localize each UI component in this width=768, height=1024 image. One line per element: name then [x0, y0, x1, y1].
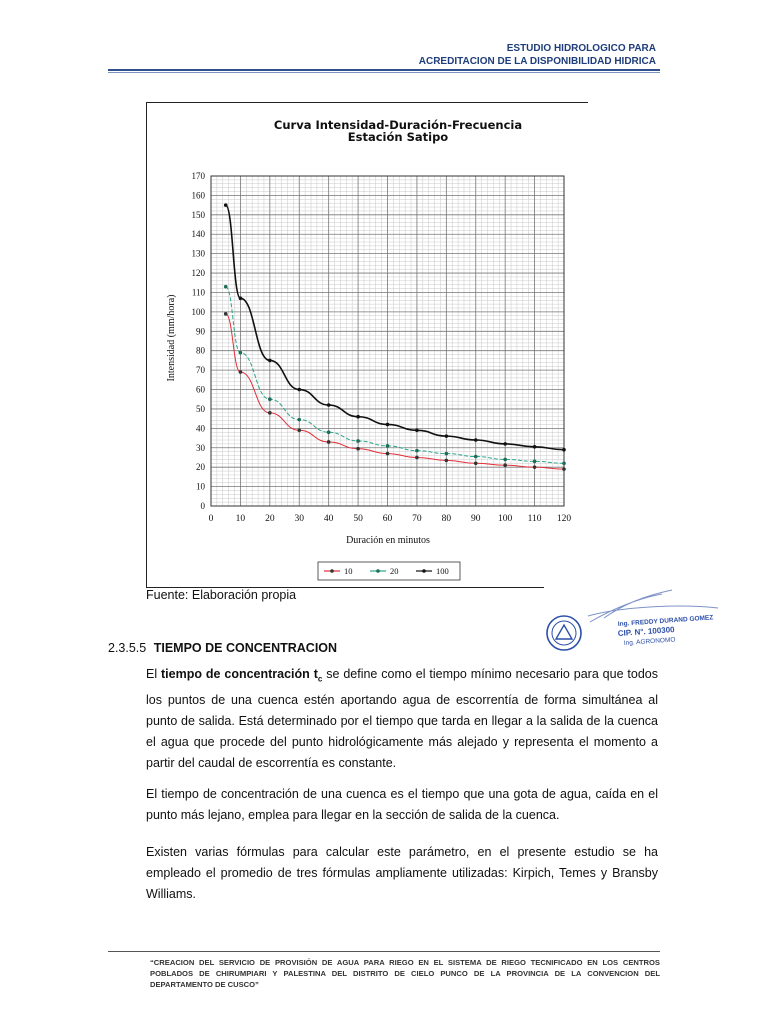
data-point-100 [474, 438, 478, 442]
y-tick-label: 50 [196, 403, 205, 414]
paragraph-2: El tiempo de concentración de una cuenca es el tiempo que una gota de agua, caída en el punto más lejano, emplea para llegar en la sección de salida de la cuenca. [146, 787, 658, 822]
x-tick-label: 60 [382, 514, 393, 524]
data-point-100 [445, 434, 449, 438]
document-header [419, 42, 656, 68]
data-point-10 [415, 456, 419, 460]
series-line-20 [226, 287, 564, 464]
y-tick-label: 90 [196, 326, 205, 337]
data-point-20 [533, 460, 537, 464]
y-tick-label: 40 [196, 423, 205, 434]
data-point-20 [356, 439, 360, 443]
chart-title: Curva Intensidad-Duración-Frecuencia [273, 118, 523, 132]
figure-source: Fuente: Elaboración propia [146, 588, 297, 602]
data-point-20 [268, 397, 272, 401]
y-axis-label: Intensidad (mm/hora) [166, 294, 177, 382]
idf-chart [146, 102, 588, 588]
series-10 [224, 312, 566, 471]
data-point-100 [224, 203, 228, 207]
engineer-stamp [544, 588, 720, 654]
p1-term-sub: c [317, 674, 323, 684]
y-tick-label: 150 [191, 209, 205, 220]
data-point-20 [503, 458, 507, 462]
y-tick-label: 30 [196, 442, 205, 453]
stamp-name: Ing. FREDDY DURAND GOMEZ [617, 614, 714, 628]
data-point-20 [239, 351, 243, 355]
p1-intro: El [146, 667, 162, 681]
legend-marker-100 [422, 569, 426, 573]
data-point-20 [474, 455, 478, 459]
data-point-100 [562, 448, 566, 452]
x-tick-label: 80 [441, 514, 452, 524]
data-point-100 [297, 388, 301, 392]
data-point-100 [386, 423, 390, 427]
data-point-20 [386, 444, 390, 448]
x-tick-label: 110 [527, 514, 542, 524]
series-line-10 [226, 314, 564, 469]
data-point-10 [503, 463, 507, 467]
y-tick-label: 110 [191, 287, 205, 298]
y-tick-label: 130 [191, 248, 205, 259]
data-point-10 [297, 428, 301, 432]
data-point-10 [533, 465, 537, 469]
legend-label-20: 20 [390, 566, 399, 576]
section-title: TIEMPO DE CONCENTRACION [153, 641, 338, 655]
y-tick-label: 120 [191, 268, 205, 279]
paragraph-1 [146, 664, 658, 774]
x-tick-label: 20 [265, 514, 275, 524]
data-point-10 [224, 312, 228, 316]
x-tick-label: 50 [353, 514, 363, 524]
header-line-2: ACREDITACION DE LA DISPONIBILIDAD HIDRICA [418, 56, 656, 67]
x-tick-label: 120 [556, 514, 572, 524]
x-tick-label: 90 [471, 514, 481, 524]
x-tick-label: 0 [208, 514, 214, 524]
x-tick-label: 100 [498, 514, 513, 524]
x-tick-label: 30 [294, 514, 304, 524]
data-point-10 [474, 461, 478, 465]
data-point-10 [327, 440, 331, 444]
data-point-20 [415, 449, 419, 453]
data-point-100 [268, 359, 272, 363]
data-point-20 [445, 452, 449, 456]
stamp-title: Ing. AGRONOMO [623, 636, 676, 647]
data-point-10 [562, 467, 566, 471]
document-footer: “CREACION DEL SERVICIO DE PROVISIÓN DE AGUA PARA RIEGO EN EL SISTEMA DE RIEGO TECNIFICADO EN LOS CENTROS POBLADOS DE CHIRUMPIARI Y PALESTINA DEL DISTRITO DE CIELO PUNCO DE LA PROVINCIA DE LA CONVENCION DEL DEPARTAMENTO DE CUSCO” [150, 958, 660, 989]
data-point-10 [386, 452, 390, 456]
y-tick-label: 170 [191, 171, 205, 181]
legend-label-100: 100 [436, 566, 449, 576]
y-tick-label: 100 [191, 306, 205, 317]
x-tick-label: 10 [235, 514, 246, 524]
series-group [224, 203, 566, 471]
y-tick-label: 80 [196, 345, 205, 356]
section-heading [108, 641, 337, 655]
p1-term [161, 667, 323, 684]
data-point-20 [327, 430, 331, 434]
paragraph-3: Existen varias fórmulas para calcular este parámetro, en el presente estudio se ha empleado el promedio de tres fórmulas ampliamente utilizadas: Kirpich, Temes y Bransby Williams. [146, 845, 658, 901]
legend-marker-10 [330, 569, 334, 573]
x-tick-label: 70 [412, 514, 422, 524]
data-point-100 [239, 296, 243, 300]
chart-subtitle: Estación Satipo [347, 130, 449, 144]
y-tick-label: 60 [196, 384, 205, 395]
data-point-20 [224, 285, 228, 289]
y-tick-label: 0 [200, 501, 205, 511]
section-number: 2.3.5.5 [108, 641, 147, 655]
data-point-20 [297, 418, 301, 422]
chart-legend [318, 562, 460, 580]
p1-term-text: tiempo de concentración t [161, 667, 318, 681]
header-rule-thin [108, 72, 660, 73]
p1-rest: se define como el tiempo mínimo necesario para que todos los puntos de una cuenca estén aportando agua de escorrentía de forma simultánea al punto de salida. Está determinado por el tiempo que tarda en llegar a la salida de la cuenca el agua que procede del punto hidrológicamente más alejado y representa el momento a partir del caudal de escorrentía es constante. [146, 667, 658, 770]
chart-grid [211, 176, 564, 506]
data-point-100 [327, 403, 331, 407]
y-tick-label: 70 [196, 365, 205, 376]
x-axis-label: Duración en minutos [346, 535, 430, 546]
stamp-cip: CIP. N°. 100300 [617, 625, 675, 638]
data-point-10 [445, 459, 449, 463]
data-point-10 [356, 447, 360, 451]
x-tick-label: 40 [323, 514, 334, 524]
legend-marker-20 [376, 569, 380, 573]
y-tick-label: 160 [191, 190, 205, 201]
footer-rule [108, 951, 660, 952]
data-point-100 [415, 428, 419, 432]
header-rule [108, 69, 660, 71]
data-point-20 [562, 461, 566, 465]
data-point-100 [503, 442, 507, 446]
data-point-10 [268, 411, 272, 415]
y-tick-label: 20 [196, 462, 205, 473]
data-point-100 [533, 445, 537, 449]
header-line-1: ESTUDIO HIDROLOGICO PARA [506, 43, 656, 54]
legend-label-10: 10 [344, 566, 353, 576]
data-point-100 [356, 415, 360, 419]
y-tick-label: 140 [191, 229, 205, 240]
y-tick-label: 10 [196, 481, 205, 492]
seal-icon [547, 616, 581, 650]
data-point-10 [239, 370, 243, 374]
